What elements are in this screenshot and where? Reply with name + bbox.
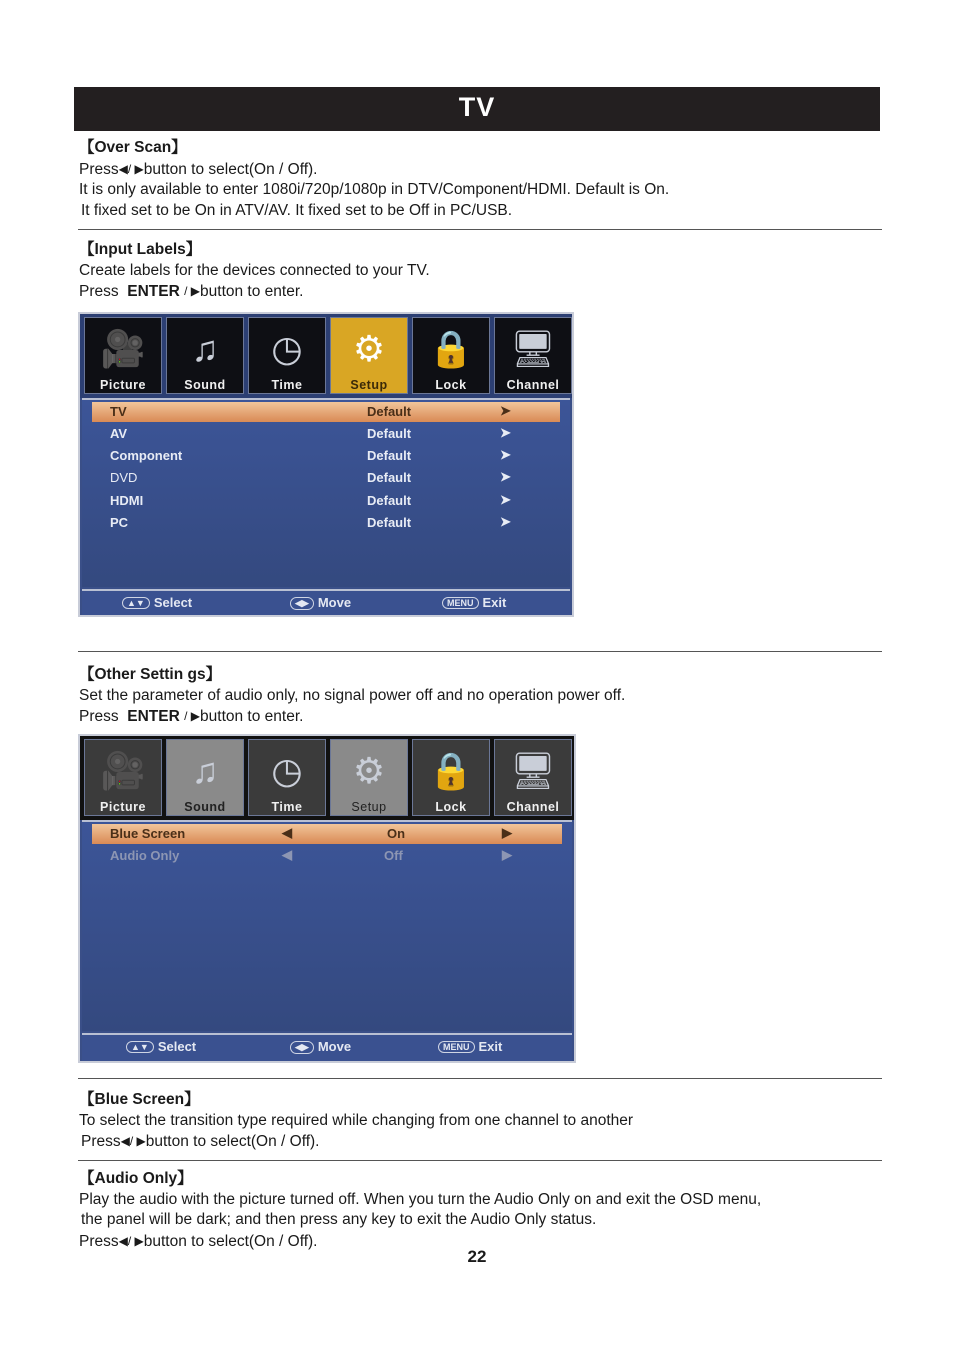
left-right-icon: ◀▶ <box>290 1041 314 1054</box>
right-arrow-icon: ▶ <box>502 847 512 862</box>
gear-icon: ⚙ <box>352 328 386 369</box>
tab-channel[interactable]: 🖥 Channel <box>494 739 572 816</box>
osd-footer <box>82 589 570 615</box>
tab-sound[interactable]: ♫ Sound <box>166 739 244 816</box>
lock-icon: 🔒 <box>428 328 474 369</box>
osd-row-hdmi[interactable]: HDMI Default ➤ <box>110 492 511 508</box>
osd-menu-input-labels <box>78 312 574 617</box>
monitor-icon: 🖥 <box>510 750 556 791</box>
osd-row-blue-screen[interactable]: Blue Screen ◀ On ▶ <box>92 824 562 844</box>
music-note-icon: ♫ <box>191 328 219 369</box>
right-arrow-icon: / ▶ <box>184 284 201 298</box>
camera-icon: 🎥 <box>100 750 146 791</box>
blue-screen-section <box>79 1090 633 1153</box>
osd-row-dvd[interactable]: DVD Default ➤ <box>110 469 511 485</box>
lock-icon: 🔒 <box>428 750 474 791</box>
input-labels-section <box>79 240 430 303</box>
divider <box>78 1078 882 1079</box>
blue-screen-line2: Press◀/ ▶button to select(On / Off). <box>81 1133 320 1150</box>
footer-move: ◀▶ Move <box>290 1039 351 1054</box>
osd-panel <box>82 820 572 1031</box>
footer-move: ◀▶ Move <box>290 595 351 610</box>
osd-menu-other-settings <box>78 734 576 1063</box>
right-arrow-icon: ▶ <box>502 825 512 840</box>
right-arrow-icon: / ▶ <box>184 709 201 723</box>
over-scan-section <box>79 138 669 221</box>
tab-picture[interactable]: 🎥 Picture <box>84 317 162 394</box>
input-labels-title: 【Input Labels】 <box>79 241 202 258</box>
footer-exit: MENU Exit <box>442 595 506 610</box>
enter-key: ENTER <box>127 283 180 300</box>
clock-icon: ◷ <box>271 328 303 369</box>
page-number: 22 <box>467 1247 487 1266</box>
audio-only-section <box>79 1169 761 1252</box>
tab-time[interactable]: ◷ Time <box>248 317 326 394</box>
audio-only-line1: Play the audio with the picture turned off. When you turn the Audio Only on and exit the OSD menu, <box>79 1190 762 1208</box>
arrow-keys-icon: ◀/ ▶ <box>120 1134 146 1148</box>
input-labels-line1: Create labels for the devices connected to your TV. <box>79 261 430 279</box>
tab-time[interactable]: ◷ Time <box>248 739 326 816</box>
blue-screen-line1: To select the transition type required while changing from one channel to another <box>79 1111 634 1129</box>
osd-row-pc[interactable]: PC Default ➤ <box>110 514 511 530</box>
tab-sound[interactable]: ♫ Sound <box>166 317 244 394</box>
monitor-icon: 🖥 <box>510 328 556 369</box>
over-scan-title: 【Over Scan】 <box>79 139 187 156</box>
osd-tab-bar <box>80 314 572 398</box>
arrow-keys-icon: ◀/ ▶ <box>118 1233 144 1248</box>
header-bar <box>74 87 880 131</box>
osd-row-audio-only[interactable]: Audio Only ◀ Off ▶ <box>110 847 512 863</box>
tab-setup[interactable]: ⚙ Setup <box>330 739 408 816</box>
arrow-keys-icon: ◀/ ▶ <box>118 161 144 176</box>
footer-select: ▲▼ Select <box>122 595 192 610</box>
menu-key-icon: MENU <box>438 1041 475 1053</box>
osd-footer <box>82 1033 572 1061</box>
right-arrow-icon: ➤ <box>500 514 511 529</box>
osd-row-tv[interactable]: TV Default ➤ <box>92 402 560 422</box>
other-settings-title: 【Other Settin gs】 <box>79 666 222 683</box>
blue-screen-title: 【Blue Screen】 <box>79 1091 200 1108</box>
left-arrow-icon: ◀ <box>282 825 292 840</box>
left-right-icon: ◀▶ <box>290 597 314 610</box>
clock-icon: ◷ <box>271 750 303 791</box>
left-arrow-icon: ◀ <box>282 847 292 862</box>
other-settings-line2: Press ENTER / ▶button to enter. <box>79 708 304 725</box>
up-down-icon: ▲▼ <box>122 597 150 609</box>
right-arrow-icon: ➤ <box>500 425 511 440</box>
divider <box>78 651 882 652</box>
camera-icon: 🎥 <box>100 328 146 369</box>
over-scan-line3: It fixed set to be On in ATV/AV. It fixed set to be Off in PC/USB. <box>81 201 513 219</box>
other-settings-section <box>79 665 625 728</box>
page-title: TV <box>458 92 496 122</box>
tab-lock[interactable]: 🔒 Lock <box>412 739 490 816</box>
footer-exit: MENU Exit <box>438 1039 502 1054</box>
divider <box>78 1160 882 1161</box>
input-labels-line2: Press ENTER / ▶button to enter. <box>79 283 304 300</box>
over-scan-line2: It is only available to enter 1080i/720p/1080p in DTV/Component/HDMI. Default is On. <box>79 181 670 198</box>
audio-only-line2: the panel will be dark; and then press any key to exit the Audio Only status. <box>81 1211 597 1228</box>
osd-tab-bar <box>80 736 574 820</box>
over-scan-line1: Press◀/ ▶button to select(On / Off). <box>79 160 318 178</box>
tab-picture[interactable]: 🎥 Picture <box>84 739 162 816</box>
right-arrow-icon: ➤ <box>500 447 511 462</box>
osd-panel <box>82 398 570 587</box>
osd-row-av[interactable]: AV Default ➤ <box>110 425 511 441</box>
gear-icon: ⚙ <box>352 750 386 791</box>
audio-only-line3: Press◀/ ▶button to select(On / Off). <box>79 1232 318 1250</box>
right-arrow-icon: ➤ <box>500 492 511 507</box>
audio-only-title: 【Audio Only】 <box>79 1170 193 1187</box>
up-down-icon: ▲▼ <box>126 1041 154 1053</box>
music-note-icon: ♫ <box>191 750 219 791</box>
enter-key: ENTER <box>127 708 180 725</box>
tab-channel[interactable]: 🖥 Channel <box>494 317 572 394</box>
tab-setup[interactable]: ⚙ Setup <box>330 317 408 394</box>
footer-select: ▲▼ Select <box>126 1039 196 1054</box>
other-settings-line1: Set the parameter of audio only, no signal power off and no operation power off. <box>79 686 626 704</box>
divider <box>78 229 882 230</box>
osd-row-component[interactable]: Component Default ➤ <box>110 447 511 463</box>
right-arrow-icon: ➤ <box>500 403 511 418</box>
right-arrow-icon: ➤ <box>500 469 511 484</box>
tab-lock[interactable]: 🔒 Lock <box>412 317 490 394</box>
menu-key-icon: MENU <box>442 597 479 609</box>
